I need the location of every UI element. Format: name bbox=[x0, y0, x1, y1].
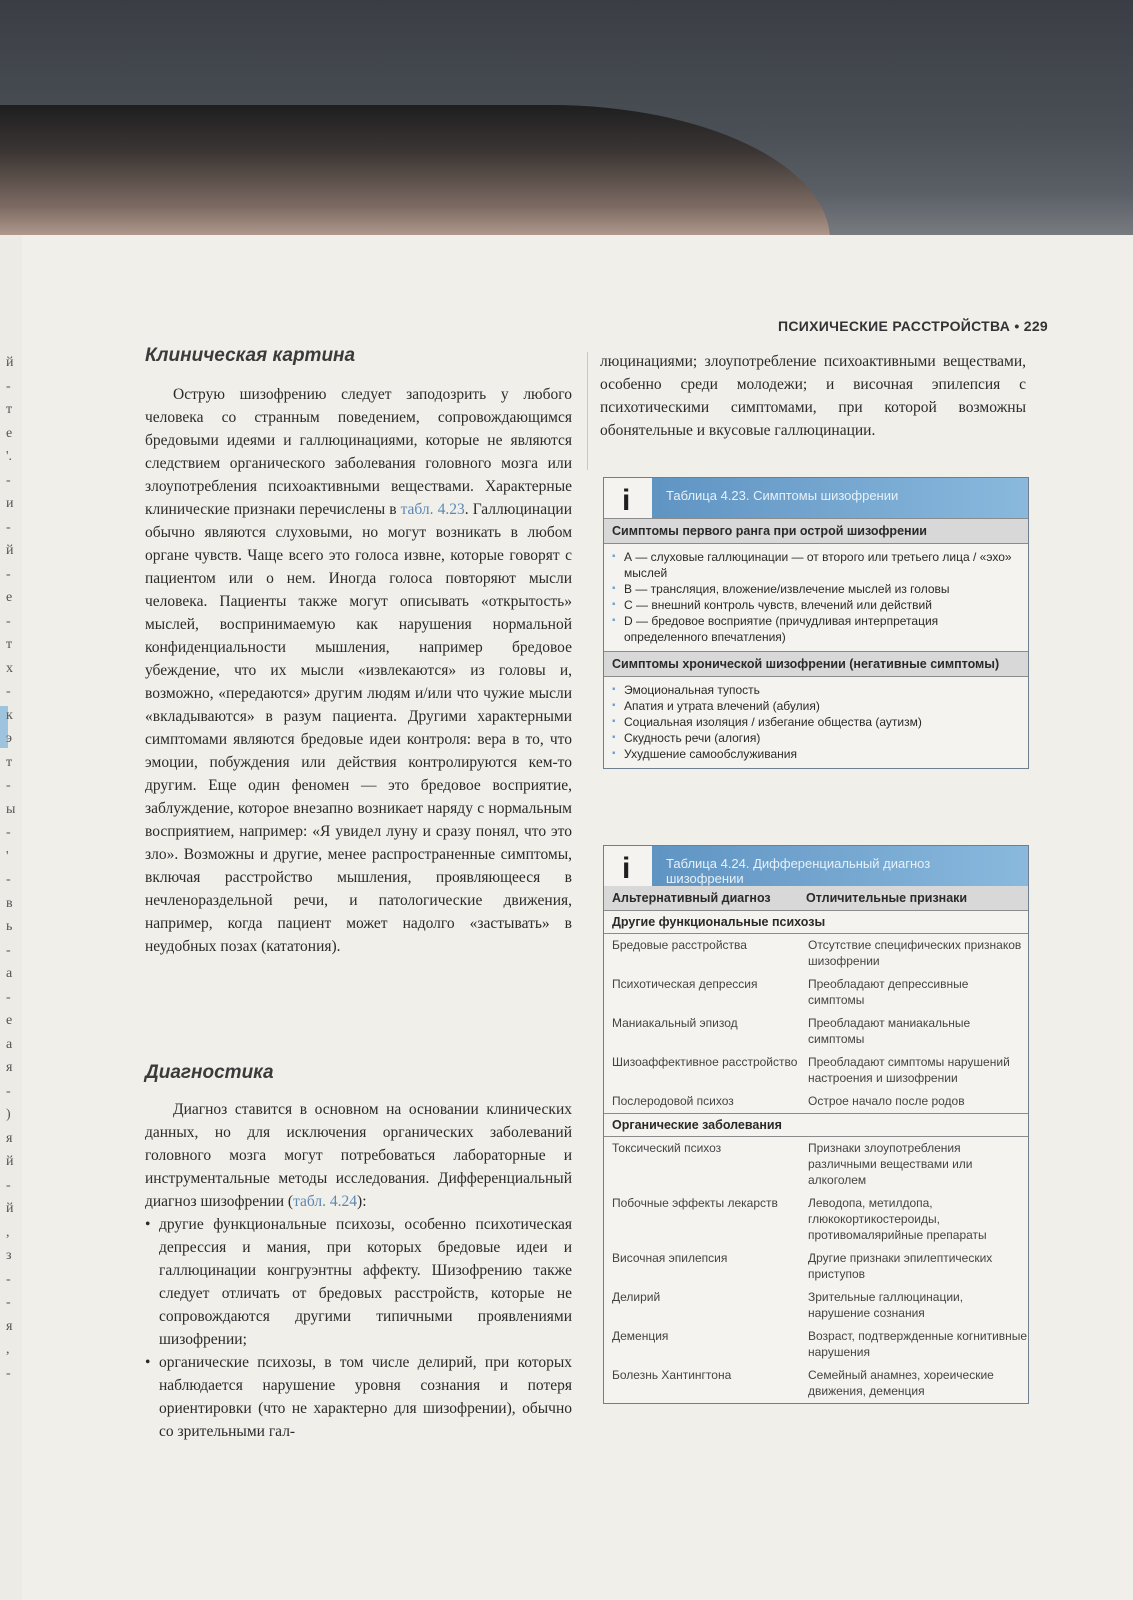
gutter-letter: е bbox=[6, 590, 13, 605]
cell-diagnosis: Токсический психоз bbox=[612, 1141, 722, 1155]
cell-features: Острое начало после родов bbox=[808, 1094, 965, 1108]
photo-background bbox=[0, 0, 1133, 240]
table-items bbox=[604, 544, 1028, 651]
gutter-letter: й bbox=[6, 1201, 14, 1216]
diagnostics-text bbox=[145, 1098, 572, 1443]
gutter-letter: - bbox=[6, 989, 11, 1005]
continuation-text bbox=[600, 350, 1026, 442]
table-list-item: ▪ С — внешний контроль чувств, влечений или действий bbox=[612, 597, 1020, 613]
table-row bbox=[604, 1286, 1028, 1325]
previous-page-edge bbox=[0, 235, 22, 1600]
gutter-letter: я bbox=[6, 1130, 13, 1146]
gutter-letter: в bbox=[6, 895, 13, 911]
info-icon bbox=[604, 478, 652, 518]
gutter-letter: - bbox=[6, 472, 11, 488]
table-row bbox=[604, 1051, 1028, 1090]
gutter-letter: х bbox=[6, 660, 13, 676]
gutter-letter: е bbox=[6, 425, 13, 441]
cell-features: Отсутствие специфических признаков шизофрении bbox=[808, 938, 1022, 968]
info-glyph: i bbox=[622, 852, 631, 885]
table-list-item: ▪ Скудность речи (алогия) bbox=[612, 730, 1020, 746]
gutter-letter: - bbox=[6, 778, 11, 793]
clinical-paragraph bbox=[145, 383, 572, 958]
gutter-letter: а bbox=[6, 966, 13, 981]
table-group-heading: Органические заболевания bbox=[604, 1113, 1028, 1137]
table-items bbox=[604, 677, 1028, 768]
table-row bbox=[604, 1192, 1028, 1247]
table-column-headers bbox=[604, 886, 1028, 911]
table-4-24 bbox=[603, 845, 1029, 1404]
gutter-letter: - bbox=[6, 1365, 11, 1381]
gutter-letter: й bbox=[6, 355, 14, 370]
table-list-item: ▪ Эмоциональная тупость bbox=[612, 682, 1020, 698]
gutter-letter: и bbox=[6, 496, 14, 511]
cell-features: Другие признаки эпилептических приступов bbox=[808, 1251, 993, 1281]
gutter-letter: - bbox=[6, 684, 11, 699]
cell-diagnosis: Деменция bbox=[612, 1329, 669, 1343]
gutter-letter: й bbox=[6, 1154, 14, 1169]
cell-features: Семейный анамнез, хореические движения, деменция bbox=[808, 1368, 994, 1398]
diagnostics-paragraph bbox=[145, 1098, 572, 1213]
info-icon bbox=[604, 846, 652, 886]
cell-diagnosis: Послеродовой психоз bbox=[612, 1094, 734, 1108]
table-group-heading: Другие функциональные психозы bbox=[604, 911, 1028, 934]
table-row bbox=[604, 1090, 1028, 1113]
finger-shadow bbox=[0, 105, 830, 240]
differential-list bbox=[145, 1213, 572, 1443]
gutter-letter: ' bbox=[6, 848, 9, 864]
list-item: • органические психозы, в том числе делирий, при которых наблюдается нарушение уровня сознания и потеря ориентировки (что не характерно для шизофрении), обычно со зрительными гал- bbox=[145, 1351, 572, 1443]
gutter-letter: т bbox=[6, 637, 13, 652]
gutter-letter: т bbox=[6, 754, 13, 770]
cell-diagnosis: Делирий bbox=[612, 1290, 661, 1304]
cell-diagnosis: Психотическая депрессия bbox=[612, 977, 758, 991]
table-row bbox=[604, 1012, 1028, 1051]
cell-features: Зрительные галлюцинации, нарушение сознания bbox=[808, 1290, 964, 1320]
table-header bbox=[604, 478, 1028, 518]
table-row bbox=[604, 973, 1028, 1012]
gutter-letter: , bbox=[6, 1342, 10, 1357]
table-list-item: ▪ А — слуховые галлюцинации — от второго или третьего лица / «эхо» мыслей bbox=[612, 549, 1020, 581]
cell-diagnosis: Височная эпилепсия bbox=[612, 1251, 728, 1265]
text-run: . Галлюцинации обычно являются слуховыми, но могут возникать в любом органе чувств. Чаще всего это голоса извне, которые говорят с пациентом или о нем. Иногда голоса повторяют мысли человека. Пациенты также могут описывать «открытость» мыслей, воспринимаемую как нарушения нормальной конфиденциальности мышления, например бредовое убеждение, что их мысли «извлекаются» из головы и, возможно, «передаются» другим людям и/или что чужие мысли «вкладываются» в разум пациента. Другими характерными симптомами являются бредовые идеи контроля: вера в то, что эмоции, побуждения или действия контролируются кем-то другим. Еще один феномен — это бредовое восприятие, заблуждение, которое внезапно возникает наряду с нормальным восприятием, например: «Я увидел луну и сразу понял, что это зло». Возможны и другие, менее распространенные симптомы, включая расстройство мышления, проявляющееся в нечленораздельной речи, и патологические движения, например, когда пациент может надолго «застывать» в неудобных позах (кататония). bbox=[145, 501, 572, 955]
table-list-item: ▪ Социальная изоляция / избегание общества (аутизм) bbox=[612, 714, 1020, 730]
cell-diagnosis: Побочные эффекты лекарств bbox=[612, 1196, 778, 1210]
cell-features: Преобладают симптомы нарушений настроения и шизофрении bbox=[808, 1055, 1010, 1085]
cell-features: Преобладают депрессивные симптомы bbox=[808, 977, 969, 1007]
list-item: • другие функциональные психозы, особенно психотическая депрессия и мания, при которых бредовые идеи и галлюцинации конгруэнтны аффекту. Шизофрению также следует отличать от бредовых расстройств, которые не сопровождаются другими типичными проявлениями шизофрении; bbox=[145, 1213, 572, 1351]
gutter-letter: - bbox=[6, 942, 11, 958]
table-row bbox=[604, 1364, 1028, 1403]
gutter-letter: - bbox=[6, 1271, 11, 1287]
table-title: Таблица 4.23. Симптомы шизофрении bbox=[666, 488, 899, 503]
gutter-letter: - bbox=[6, 1083, 11, 1099]
gutter-letter: - bbox=[6, 378, 11, 394]
table-row bbox=[604, 1137, 1028, 1192]
gutter-letter: - bbox=[6, 519, 11, 535]
gutter-letter: ь bbox=[6, 919, 13, 934]
gutter-letter: , bbox=[6, 1224, 10, 1240]
gutter-letter: з bbox=[6, 1248, 12, 1263]
gutter-letter: - bbox=[6, 1295, 11, 1310]
gutter-letter: - bbox=[6, 872, 11, 887]
gutter-letter: т bbox=[6, 402, 13, 417]
gutter-letter: е bbox=[6, 1013, 13, 1028]
table-list-item: ▪ D — бредовое восприятие (причудливая интерпретация определенного впечатления) bbox=[612, 613, 1020, 645]
table-section-heading: Симптомы хронической шизофрении (негативные симптомы) bbox=[604, 651, 1028, 677]
cell-diagnosis: Болезнь Хантингтона bbox=[612, 1368, 732, 1382]
text-run: Диагноз ставится в основном на основании клинических данных, но для исключения органических заболеваний головного мозга могут потребоваться лабораторные и инструментальные методы исследования. Дифференциальный диагноз шизофрении ( bbox=[145, 1101, 572, 1210]
gutter-letter: а bbox=[6, 1036, 13, 1052]
column-header: Альтернативный диагноз bbox=[612, 891, 771, 905]
gutter-letter: я bbox=[6, 1318, 13, 1334]
gutter-letter: '. bbox=[6, 449, 13, 464]
table-section-heading: Симптомы первого ранга при острой шизофрении bbox=[604, 518, 1028, 544]
cell-features: Признаки злоупотребления различными веществами или алкоголем bbox=[808, 1141, 973, 1187]
gutter-letter: ) bbox=[6, 1107, 11, 1122]
continuation-paragraph: люцинациями; злоупотребление психоактивными веществами, особенно среди молодежи; и височная эпилепсия с психотическими симптомами, при которой возможны обонятельные и вкусовые галлюцинации. bbox=[600, 353, 1026, 439]
table-list-item: ▪ Ухудшение самообслуживания bbox=[612, 746, 1020, 762]
table-row bbox=[604, 934, 1028, 973]
table-list-item: ▪ Апатия и утрата влечений (абулия) bbox=[612, 698, 1020, 714]
table-list-item: ▪ В — трансляция, вложение/извлечение мыслей из головы bbox=[612, 581, 1020, 597]
table-row bbox=[604, 1325, 1028, 1364]
clinical-text bbox=[145, 383, 572, 958]
table-4-23 bbox=[603, 477, 1029, 769]
cell-features: Леводопа, метилдопа, глюкокортикостероиды, противомалярийные препараты bbox=[808, 1196, 987, 1242]
section-title-clinical: Клиническая картина bbox=[145, 345, 356, 366]
table-header bbox=[604, 846, 1028, 886]
section-title-diagnostics: Диагностика bbox=[145, 1062, 274, 1083]
gutter-letter: - bbox=[6, 1177, 11, 1193]
gutter-letter: й bbox=[6, 543, 14, 558]
gutter-letter: э bbox=[6, 731, 13, 746]
table-title: Таблица 4.24. Дифференциальный диагноз шизофрении bbox=[666, 856, 931, 886]
table-reference-link[interactable]: табл. 4.24 bbox=[293, 1193, 358, 1210]
gutter-letter: ы bbox=[6, 801, 16, 817]
cell-diagnosis: Бредовые расстройства bbox=[612, 938, 747, 952]
info-glyph: i bbox=[622, 484, 631, 517]
gutter-letter: - bbox=[6, 613, 11, 629]
table-row bbox=[604, 1247, 1028, 1286]
table-reference-link[interactable]: табл. 4.23 bbox=[400, 501, 465, 518]
cell-features: Возраст, подтвержденные когнитивные нарушения bbox=[808, 1329, 1028, 1359]
cell-diagnosis: Шизоаффективное расстройство bbox=[612, 1055, 798, 1069]
column-rule bbox=[587, 352, 588, 470]
text-run: Острую шизофрению следует заподозрить у любого человека со странным поведением, сопровождающимся бредовыми идеями и галлюцинациями, которые не являются следствием органического заболевания головного мозга или злоупотребления психоактивными веществами. Характерные клинические признаки перечислены в bbox=[145, 386, 572, 518]
column-header: Отличительные признаки bbox=[806, 891, 968, 905]
gutter-letter: к bbox=[6, 707, 13, 723]
gutter-letter: я bbox=[6, 1060, 13, 1075]
text-run: ): bbox=[357, 1193, 367, 1210]
cell-features: Преобладают маниакальные симптомы bbox=[808, 1016, 971, 1046]
running-head: ПСИХИЧЕСКИЕ РАССТРОЙСТВА • 229 bbox=[777, 318, 1048, 334]
cell-diagnosis: Маниакальный эпизод bbox=[612, 1016, 738, 1030]
gutter-letter: - bbox=[6, 566, 11, 582]
gutter-letter: - bbox=[6, 825, 11, 840]
